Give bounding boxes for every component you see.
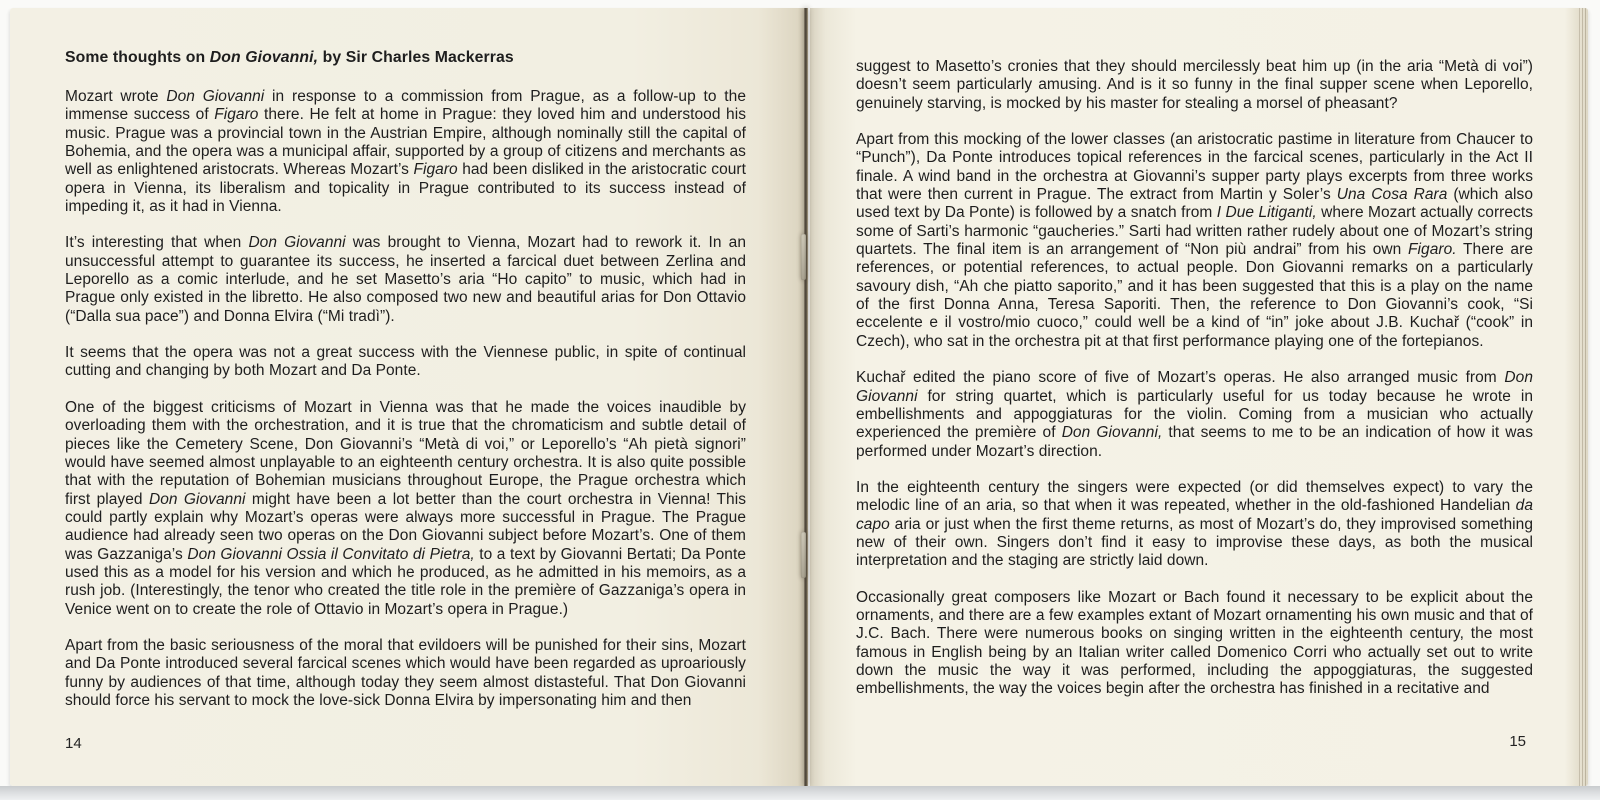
paragraph: It’s interesting that when Don Giovanni was brought to Vienna, Mozart had to rework it. In an unsuccessful attempt to guarantee its success, he inserted a farcical duet between Zerlina and Leporello as a comic interlude, and he set Masetto’s aria “Ho capito” to music, which had in Prague only existed in the libretto. He also composed two new and beautiful arias for Don Ottavio (“Dalla sua pace”) and Donna Elvira (“Mi tradì”). [65, 234, 747, 325]
paragraph: One of the biggest criticisms of Mozart in Vienna was that he made the voices inaudible by overloading them with the orchestration, and it is true that the chromaticism and subtle detail of pieces like the Cemetery Scene, Don Giovanni’s “Metà di voi,” or Leporello’s “Ah pietà signori” would have seemed almost unplayable to an eighteenth century orchestra. It is also quite possible that with the reputation of Bohemian musicians throughout Europe, the Prague orchestra which first played Don Giovanni might have been a lot better than the court orchestra in Vienna! This could partly explain why Mozart’s operas were always more successful in Prague. The Prague audience had already seen two operas on the Don Giovanni subject before Mozart’s. One of them was Gazzaniga’s Don Giovanni Ossia il Convitato di Pietra, to a text by Giovanni Bertati; Da Ponte used this as a model for his version and which he produced, as he admitted in his memoirs, as a rush job. (Interestingly, the tenor who created the title role in the première of Gazzaniga’s opera in Venice went on to create the role of Ottavio in Mozart’s opera in Prague.) [65, 398, 747, 618]
page-left [10, 8, 806, 786]
page-left-content [65, 48, 746, 710]
page-number-right: 15 [1509, 733, 1526, 750]
paragraph: It seems that the opera was not a great success with the Viennese public, in spite of continual cutting and changing by both Mozart and Da Ponte. [65, 344, 746, 380]
paragraph: suggest to Masetto’s cronies that they should mercilessly beat him up (in the aria “Metà di voi”) doesn’t seem particularly amusing. And is it so funny in the final supper scene when Leporello, genuinely starving, is mocked by his master for stealing a morsel of pheasant? [856, 58, 1533, 112]
paragraph: Apart from this mocking of the lower classes (an aristocratic pastime in literature from Chaucer to “Punch”), Da Ponte introduces topical references in the farcical scenes, particularly in the Act II finale. A wind band in the orchestra at Giovanni’s supper party plays excerpts from three works that were then current in Prague. The extract from Martin y Soler’s Una Cosa Rara (which also used text by Da Ponte) is followed by a snatch from I Due Litiganti, where Mozart actually corrects some of Sarti’s harmonic “gaucheries.” Sarti had written rather rudely about one of Mozart’s string quartets. The final item is an arrangement of “Non più andrai” from his own Figaro. There are references, or potential references, to actual people. Don Giovanni remarks on a particularly savoury dish, “Ah che piatto saporito,” and it has been suggested that this is a play on the name of the first Donna Anna, Teresa Saporiti. Then, the reference to Don Giovanni’s cook, “Si eccelente e il vostro/mio cuoco,” could well be a kind of “in” joke about J.B. Kuchař (“cook” in Czech), who sat in the orchestra pit at that first performance playing one of the fortepianos. [856, 131, 1534, 350]
paragraph: Apart from the basic seriousness of the moral that evildoers will be punished for their sins, Mozart and Da Ponte introduced several farcical scenes which would have been regarded as uproariously funny by audiences of that time, although today they seem almost distasteful. That Don Giovanni should force his servant to mock the love-sick Donna Elvira by impersonating him and then [65, 636, 746, 709]
page-right [810, 8, 1588, 786]
paragraph: Kuchař edited the piano score of five of Mozart’s operas. He also arranged music from Don Giovanni for string quartet, which is particularly useful for us today because he wrote in embellishments and appoggiaturas for the violin. Coming from a musician who actually experienced the première of Don Giovanni, that seems to me to be an indication of how it was performed under Mozart’s direction. [856, 369, 1533, 460]
page-right-content [856, 58, 1533, 699]
paragraph: Occasionally great composers like Mozart or Bach found it necessary to be explicit about the ornaments, and there are a few examples extant of Mozart ornamenting his own music and that of J.C. Bach. There were numerous books on singing written in the eighteenth century, the most famous in English being by an Italian writer called Domenico Corri who actually set out to write down the music the way it was performed, including the appoggiaturas, the suggested embellishments, the way the voices begin after the orchestra has finished in a recitative and [856, 588, 1533, 698]
booklet-spine-fold [804, 8, 808, 786]
page-number-left: 14 [65, 735, 82, 752]
staple-icon [801, 532, 806, 578]
paragraph: Mozart wrote Don Giovanni in response to a commission from Prague, as a follow-up to the immense success of Figaro there. He felt at home in Prague: they loved him and understood his music. Prague was a provincial town in the Austrian Empire, although nominally still the capital of Bohemia, and the opera was a municipal affair, supported by a group of citizens and merchants as well as enlightened aristocrats. Whereas Mozart’s Figaro had been disliked in the aristocratic court opera in Vienna, its liberalism and topicality in Prague contributed to its success instead of impeding it, as it had in Vienna. [65, 88, 747, 216]
paragraph: In the eighteenth century the singers were expected (or did themselves expect) to vary the melodic line of an aria, so that when it was repeated, whether in the old-fashioned Handelian da capo aria or just when the first theme returns, as most of Mozart’s do, they improvised something new of their own. Singers don’t find it easy to improvise these days, as both the musical interpretation and the staging are strictly laid down. [856, 478, 1533, 570]
scan-edge-shadow [0, 786, 1600, 800]
article-heading: Some thoughts on Don Giovanni, by Sir Charles Mackerras [65, 49, 514, 66]
staple-icon [801, 234, 806, 280]
